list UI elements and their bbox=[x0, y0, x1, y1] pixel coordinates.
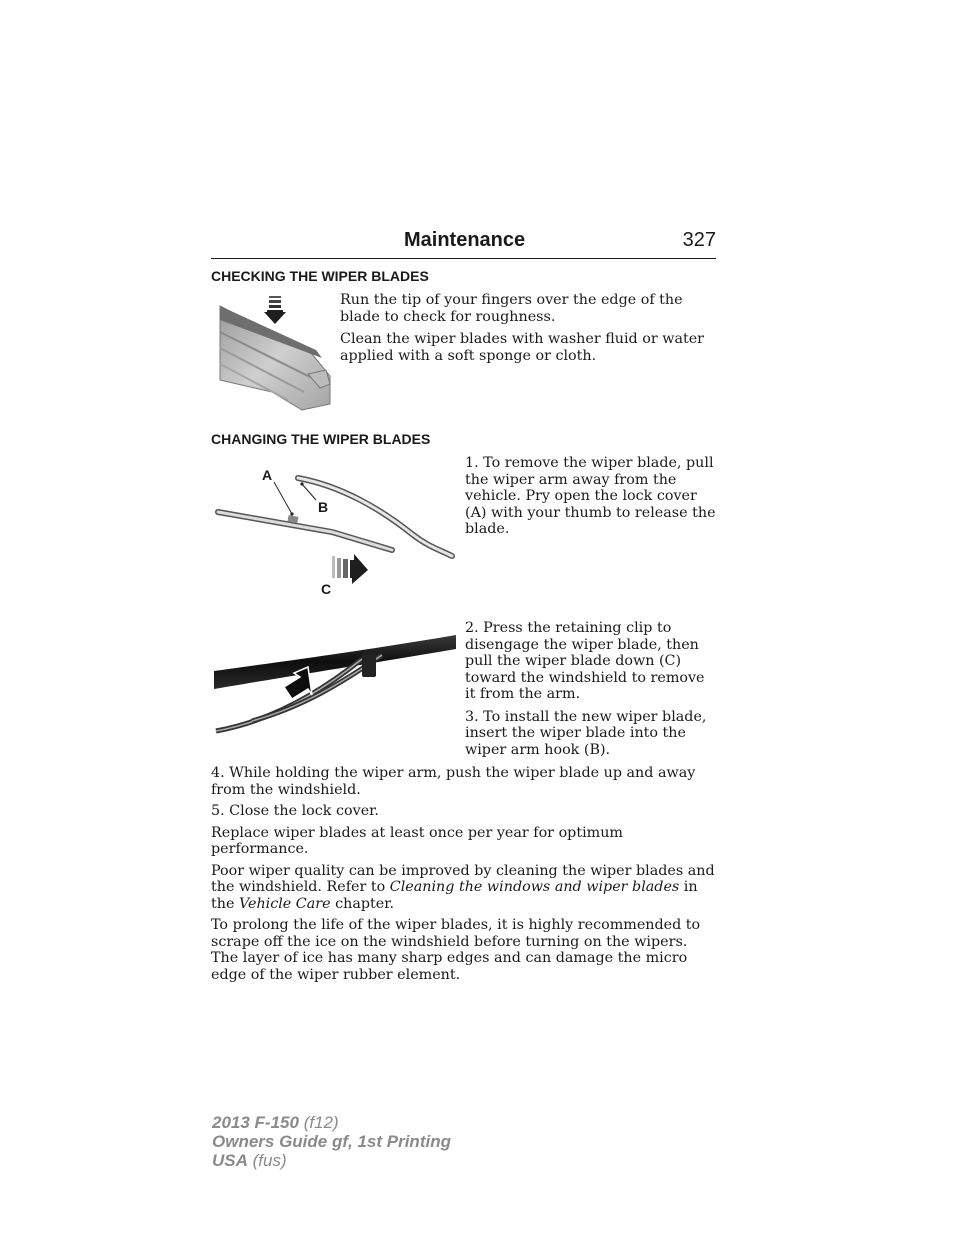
paragraph-cleaning: Clean the wiper blades with washer fluid or water applied with a soft sponge or cloth. bbox=[340, 331, 705, 364]
step-5: 5. Close the lock cover. bbox=[211, 803, 379, 819]
steps-and-notes bbox=[211, 765, 718, 983]
paragraph-roughness: Run the tip of your fingers over the edge of the blade to check for roughness. bbox=[340, 292, 683, 325]
figure-label-a: A bbox=[262, 467, 273, 483]
replace-note: Replace wiper blades at least once per year for optimum performance. bbox=[211, 824, 623, 857]
checking-instructions bbox=[340, 292, 718, 364]
header-divider bbox=[211, 258, 716, 259]
page-number: 327 bbox=[682, 229, 716, 251]
figure-label-b: B bbox=[318, 499, 329, 515]
prolong-note: To prolong the life of the wiper blades, it is highly recommended to scrape off the ice on the windshield before turning on the wipers. The layer of ice has many sharp edges and can damage the micro edge of the wiper rubber element. bbox=[211, 917, 701, 983]
wiper-arm-removal-illustration bbox=[212, 460, 458, 605]
step-3: 3. To install the new wiper blade, insert the wiper blade into the wiper arm hook (B). bbox=[465, 708, 707, 758]
footer-edition: 2013 F-150 (f12) Owners Guide gf, 1st Printing USA (fus) bbox=[212, 1113, 451, 1170]
section-heading-changing: CHANGING THE WIPER BLADES bbox=[211, 431, 431, 447]
page-section-title: Maintenance bbox=[404, 229, 526, 251]
step-1: 1. To remove the wiper blade, pull the wiper arm away from the vehicle. Pry open the lock cover (A) with your thumb to release the blade. bbox=[465, 455, 716, 537]
section-heading-checking: CHECKING THE WIPER BLADES bbox=[211, 268, 429, 284]
step-2: 2. Press the retaining clip to disengage the wiper blade, then pull the wiper blade down (C) toward the windshield to remove it from the arm. bbox=[465, 620, 705, 702]
figure-label-c: C bbox=[321, 581, 332, 597]
retaining-clip-illustration bbox=[212, 627, 458, 735]
step-4: 4. While holding the wiper arm, push the wiper blade up and away from the windshield. bbox=[211, 765, 696, 798]
cross-reference-vehicle-care: Vehicle Care bbox=[238, 895, 331, 912]
steps-2-3 bbox=[465, 620, 717, 758]
wiper-blade-edge-illustration bbox=[212, 292, 334, 414]
cross-reference-cleaning: Cleaning the windows and wiper blades bbox=[389, 879, 680, 895]
quality-note: Poor wiper quality can be improved by cleaning the wiper blades and the windshield. Refer to Cleaning the windows and wiper blades in the Vehicle Care chapter. bbox=[211, 862, 715, 912]
